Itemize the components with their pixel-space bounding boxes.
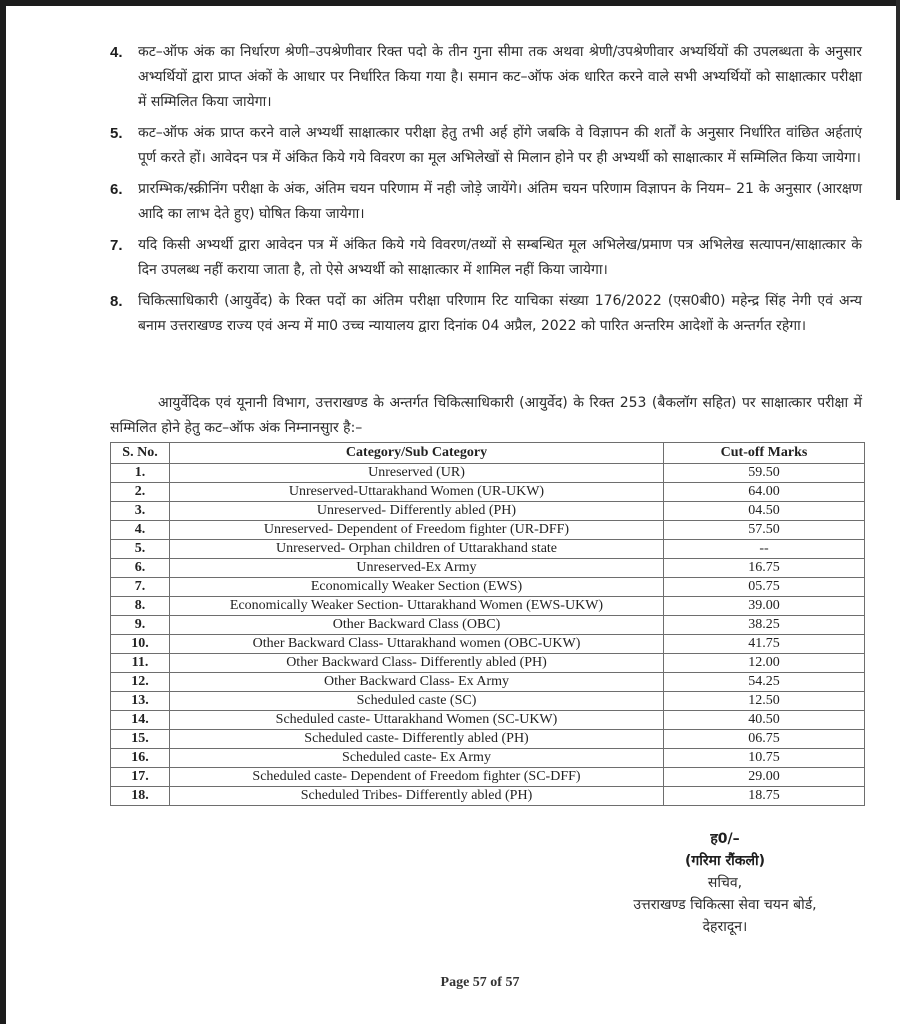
- cutoff-marks-cell: 12.50: [664, 692, 865, 711]
- clause-text: प्रारम्भिक/स्क्रीनिंग परीक्षा के अंक, अंतिम चयन परिणाम में नही जोड़े जायेंगे। अंतिम चयन परिणाम विज्ञापन के नियम– 21 के अनुसार (आरक्षण आदि का लाभ देते हुए) घोषित किया जायेगा।: [138, 181, 862, 222]
- category-cell: Scheduled Tribes- Differently abled (PH): [170, 787, 664, 806]
- header-serial-number: S. No.: [111, 443, 170, 464]
- clause-item: [110, 233, 862, 283]
- serial-number-cell: 5.: [111, 540, 170, 559]
- clause-number: 7.: [110, 237, 123, 254]
- serial-number-cell: 14.: [111, 711, 170, 730]
- serial-number-cell: 17.: [111, 768, 170, 787]
- category-cell: Unreserved-Uttarakhand Women (UR-UKW): [170, 483, 664, 502]
- category-cell: Other Backward Class- Uttarakhand women (OBC-UKW): [170, 635, 664, 654]
- category-cell: Unreserved- Orphan children of Uttarakhand state: [170, 540, 664, 559]
- table-row: [111, 483, 865, 502]
- cutoff-marks-cell: --: [664, 540, 865, 559]
- header-cutoff-marks: Cut-off Marks: [664, 443, 865, 464]
- cutoff-marks-cell: 41.75: [664, 635, 865, 654]
- cutoff-marks-cell: 06.75: [664, 730, 865, 749]
- cutoff-marks-cell: 10.75: [664, 749, 865, 768]
- photo-frame-right-edge: [896, 0, 900, 200]
- table-row: [111, 578, 865, 597]
- cutoff-marks-cell: 12.00: [664, 654, 865, 673]
- clause-item: [110, 40, 862, 115]
- table-row: [111, 597, 865, 616]
- signatory-organization: उत्तराखण्ड चिकित्सा सेवा चयन बोर्ड,: [633, 897, 817, 913]
- category-cell: Scheduled caste (SC): [170, 692, 664, 711]
- cutoff-marks-cell: 04.50: [664, 502, 865, 521]
- table-intro-paragraph: आयुर्वेदिक एवं यूनानी विभाग, उत्तराखण्ड के अन्तर्गत चिकित्साधिकारी (आयुर्वेद) के रिक्त 253 (बैकलॉग सहित) पर साक्षात्कार परीक्षा में सम्मिलित होने हेतु कट–ऑफ अंक निम्नानसुार है:–: [110, 395, 862, 436]
- category-cell: Scheduled caste- Dependent of Freedom fighter (SC-DFF): [170, 768, 664, 787]
- table-row: [111, 502, 865, 521]
- signatory-name: (गरिमा रौंकली): [684, 853, 766, 869]
- serial-number-cell: 6.: [111, 559, 170, 578]
- table-row: [111, 692, 865, 711]
- table-row: [111, 730, 865, 749]
- clause-text: कट–ऑफ अंक प्राप्त करने वाले अभ्यर्थी साक्षात्कार परीक्षा हेतु तभी अर्ह होंगे जबकि वे विज्ञापन की शर्तों के अनुसार निर्धारित वांछित अर्हताएं पूर्ण करते हों। आवेदन पत्र में अंकित किये गये विवरण का मूल अभिलेखों से मिलान होने पर ही अभ्यर्थी को साक्षात्कार में सम्मिलित किया जायेगा।: [138, 125, 862, 166]
- serial-number-cell: 10.: [111, 635, 170, 654]
- signatory-place: देहरादून।: [702, 919, 748, 935]
- photo-frame-left-edge: [0, 0, 6, 1024]
- serial-number-cell: 15.: [111, 730, 170, 749]
- serial-number-cell: 4.: [111, 521, 170, 540]
- table-row: [111, 635, 865, 654]
- table-body: [111, 464, 865, 806]
- category-cell: Other Backward Class (OBC): [170, 616, 664, 635]
- cutoff-marks-cell: 59.50: [664, 464, 865, 483]
- clauses-list: [110, 40, 862, 345]
- table-row: [111, 711, 865, 730]
- category-cell: Economically Weaker Section (EWS): [170, 578, 664, 597]
- clause-text: चिकित्साधिकारी (आयुर्वेद) के रिक्त पदों का अंतिम परीक्षा परिणाम रिट याचिका संख्या 176/2022 (एस0बी0) महेन्द्र सिंह नेगी एवं अन्य बनाम उत्तराखण्ड राज्य एवं अन्य में मा0 उच्च न्यायालय द्वारा दिनांक 04 अप्रैल, 2022 को पारित अन्तरिम आदेशों के अन्तर्गत रहेगा।: [138, 293, 862, 334]
- clause-number: 4.: [110, 44, 123, 61]
- table-row: [111, 559, 865, 578]
- cutoff-marks-table: [110, 442, 865, 806]
- clause-item: [110, 289, 862, 339]
- cutoff-marks-cell: 40.50: [664, 711, 865, 730]
- clause-text: यदि किसी अभ्यर्थी द्वारा आवेदन पत्र में अंकित किये गये विवरण/तथ्यों से सम्बन्धित मूल अभिलेख/प्रमाण पत्र अभिलेख सत्यापन/साक्षात्कार के दिन उपलब्ध नहीं कराया जाता है, तो ऐसे अभ्यर्थी को साक्षात्कार में शामिल नहीं किया जायेगा।: [138, 237, 862, 278]
- clause-number: 5.: [110, 125, 123, 142]
- cutoff-marks-cell: 57.50: [664, 521, 865, 540]
- cutoff-marks-cell: 18.75: [664, 787, 865, 806]
- category-cell: Economically Weaker Section- Uttarakhand Women (EWS-UKW): [170, 597, 664, 616]
- serial-number-cell: 8.: [111, 597, 170, 616]
- table-row: [111, 654, 865, 673]
- category-cell: Scheduled caste- Differently abled (PH): [170, 730, 664, 749]
- photo-frame-top-edge: [0, 0, 900, 6]
- table-row: [111, 616, 865, 635]
- clause-number: 6.: [110, 181, 123, 198]
- cutoff-marks-cell: 05.75: [664, 578, 865, 597]
- serial-number-cell: 2.: [111, 483, 170, 502]
- signed-mark: ह0/–: [710, 831, 740, 847]
- serial-number-cell: 12.: [111, 673, 170, 692]
- table-row: [111, 673, 865, 692]
- category-cell: Other Backward Class- Differently abled (PH): [170, 654, 664, 673]
- cutoff-marks-cell: 16.75: [664, 559, 865, 578]
- cutoff-marks-cell: 64.00: [664, 483, 865, 502]
- table-header-row: [111, 443, 865, 464]
- cutoff-marks-cell: 29.00: [664, 768, 865, 787]
- page-number: Page 57 of 57: [440, 975, 520, 990]
- table-row: [111, 768, 865, 787]
- category-cell: Other Backward Class- Ex Army: [170, 673, 664, 692]
- table-row: [111, 521, 865, 540]
- table-row: [111, 540, 865, 559]
- signatory-designation: सचिव,: [707, 875, 743, 891]
- cutoff-marks-cell: 38.25: [664, 616, 865, 635]
- cutoff-marks-cell: 39.00: [664, 597, 865, 616]
- category-cell: Unreserved- Dependent of Freedom fighter (UR-DFF): [170, 521, 664, 540]
- cutoff-marks-cell: 54.25: [664, 673, 865, 692]
- category-cell: Unreserved- Differently abled (PH): [170, 502, 664, 521]
- clause-text: कट–ऑफ अंक का निर्धारण श्रेणी–उपश्रेणीवार रिक्त पदो के तीन गुना सीमा तक अथवा श्रेणी/उपश्रेणीवार अभ्यर्थियों की उपलब्धता के अनुसार अभ्यर्थियों द्वारा प्राप्त अंकों के आधार पर निर्धारित किया गया है। समान कट–ऑफ अंक धारित करने वाले सभी अभ्यर्थियों को साक्षात्कार परीक्षा में सम्मिलित किया जायेगा।: [138, 44, 862, 110]
- signature-block: [600, 828, 850, 938]
- category-cell: Unreserved-Ex Army: [170, 559, 664, 578]
- serial-number-cell: 13.: [111, 692, 170, 711]
- serial-number-cell: 7.: [111, 578, 170, 597]
- clause-number: 8.: [110, 293, 123, 310]
- table-row: [111, 464, 865, 483]
- header-category: Category/Sub Category: [170, 443, 664, 464]
- serial-number-cell: 1.: [111, 464, 170, 483]
- clause-item: [110, 121, 862, 171]
- table-row: [111, 749, 865, 768]
- serial-number-cell: 18.: [111, 787, 170, 806]
- serial-number-cell: 9.: [111, 616, 170, 635]
- table-row: [111, 787, 865, 806]
- category-cell: Scheduled caste- Uttarakhand Women (SC-UKW): [170, 711, 664, 730]
- category-cell: Scheduled caste- Ex Army: [170, 749, 664, 768]
- serial-number-cell: 16.: [111, 749, 170, 768]
- serial-number-cell: 3.: [111, 502, 170, 521]
- clause-item: [110, 177, 862, 227]
- category-cell: Unreserved (UR): [170, 464, 664, 483]
- serial-number-cell: 11.: [111, 654, 170, 673]
